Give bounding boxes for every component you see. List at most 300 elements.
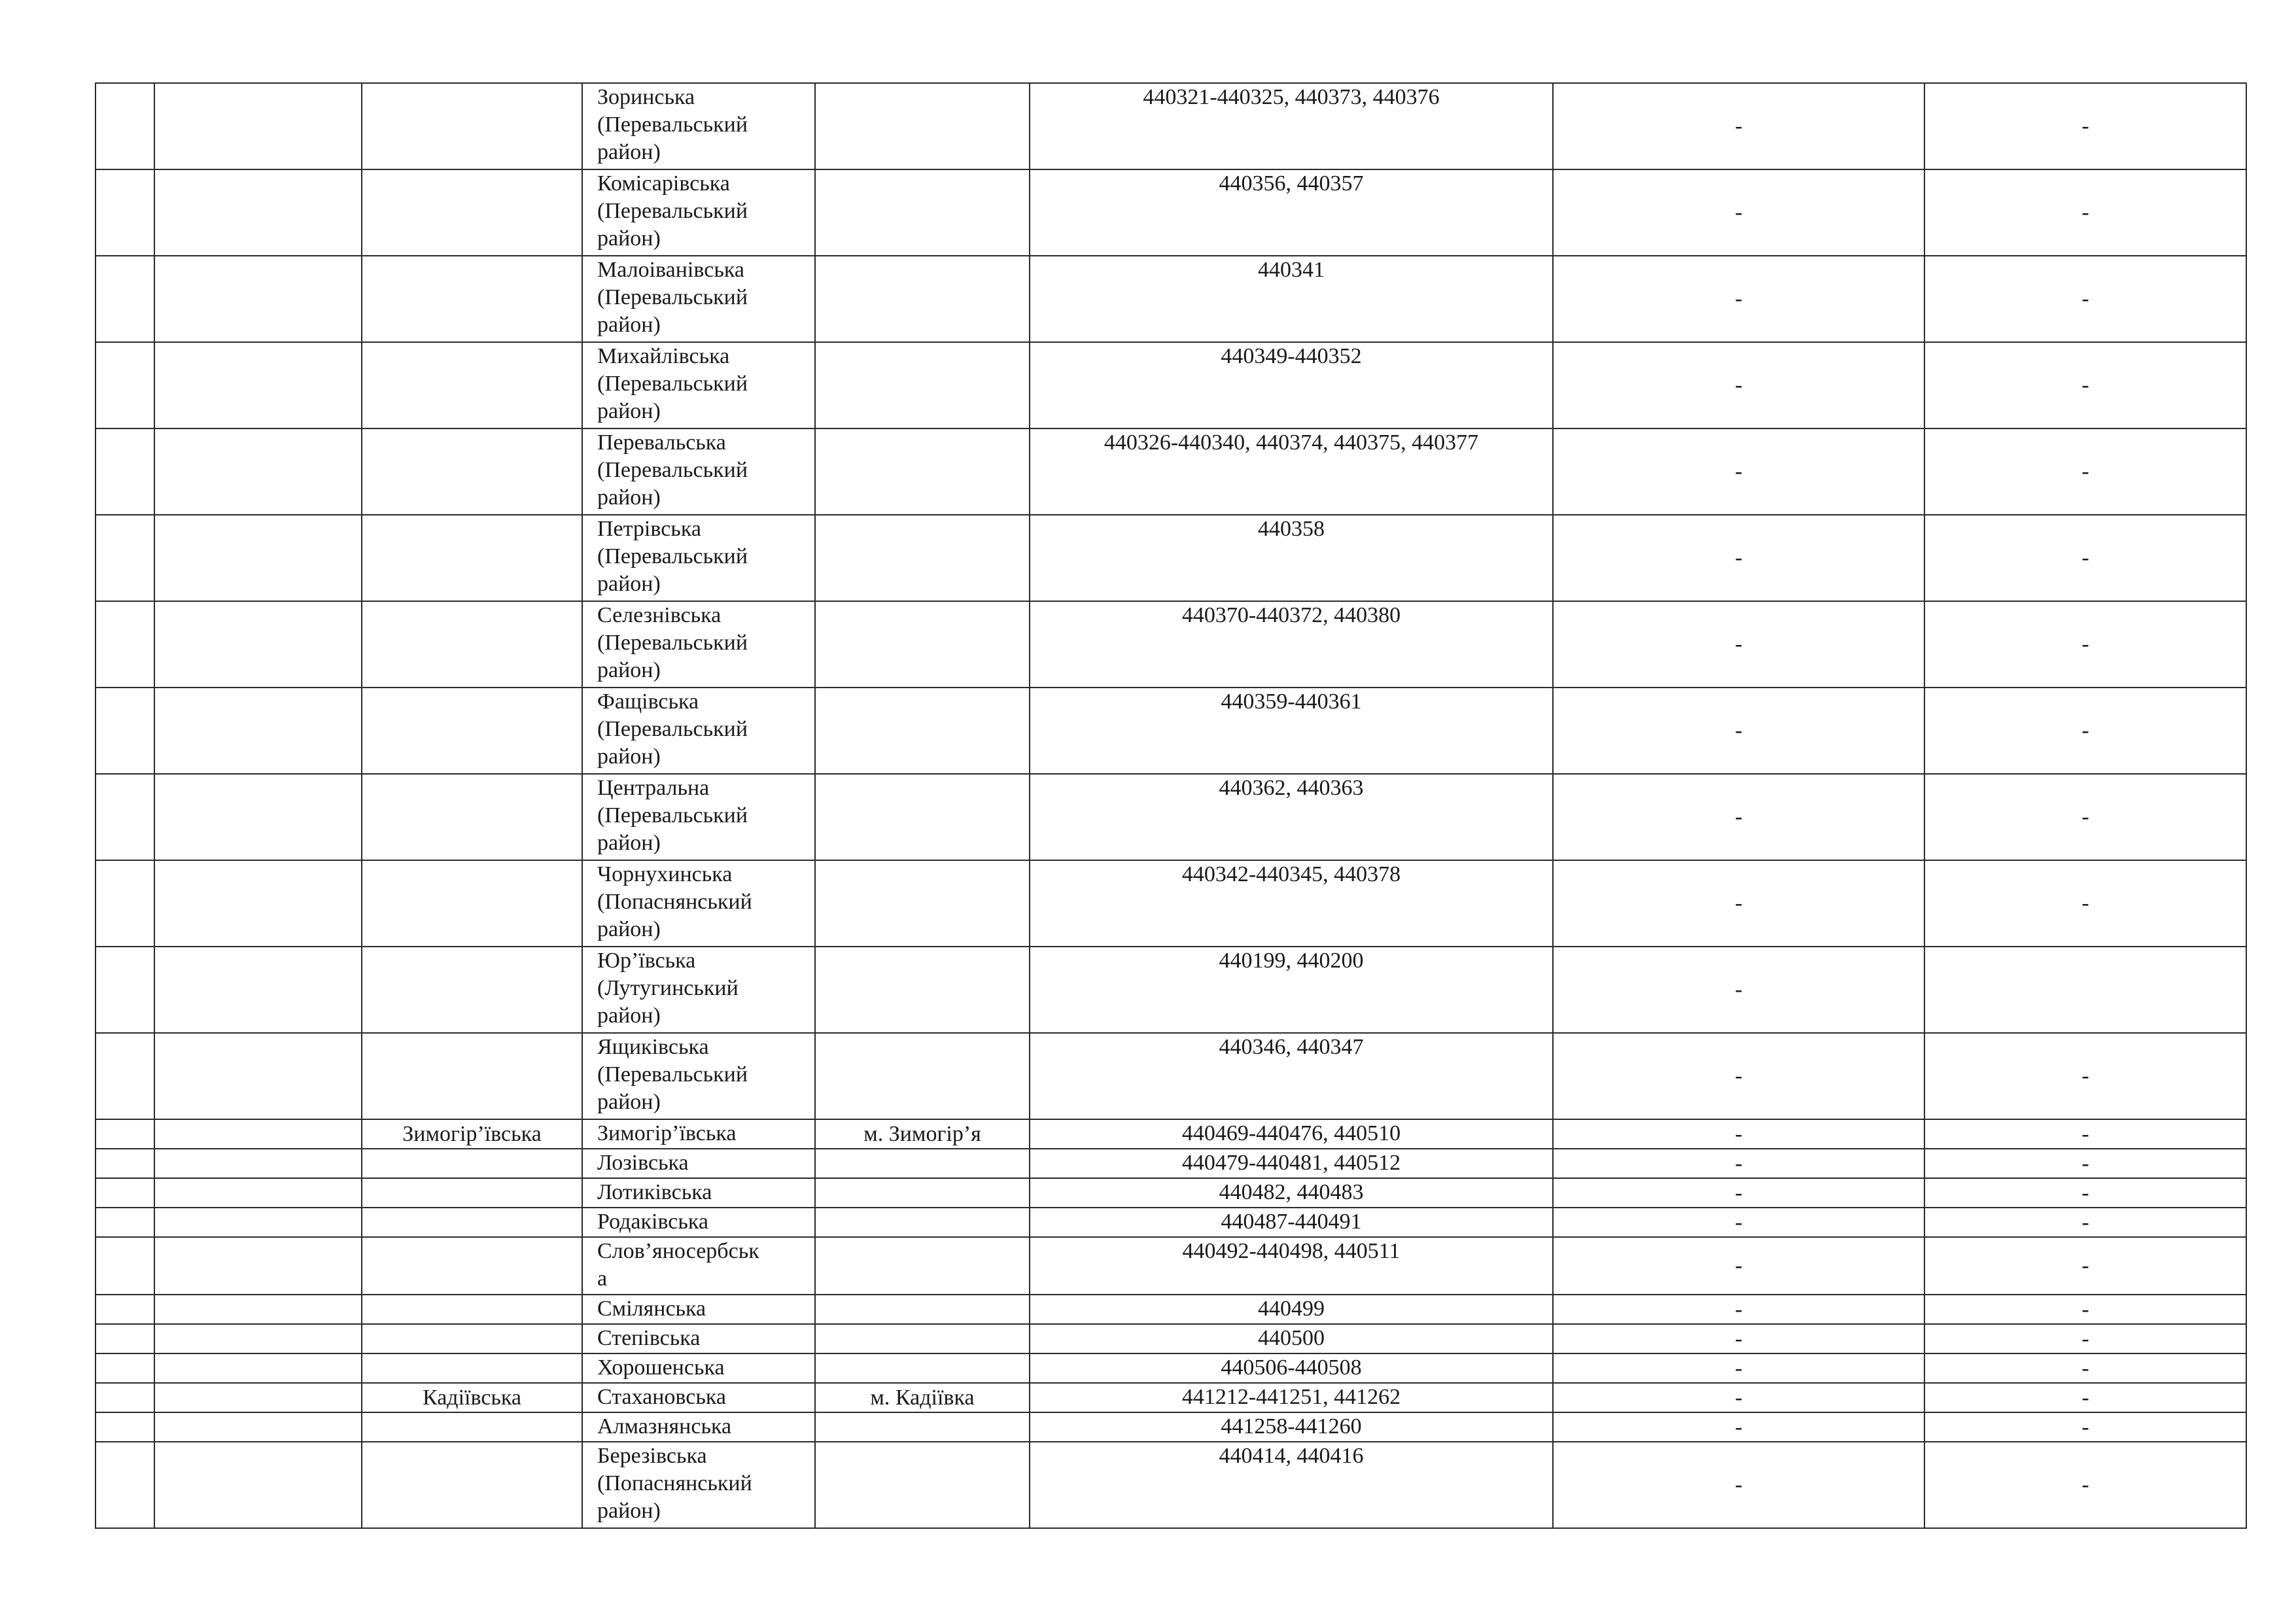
cell-council-text: Перевальська (Перевальський район) <box>597 430 748 510</box>
cell-column-a <box>1553 1208 1924 1237</box>
cell-council-text: Родаківська <box>597 1210 708 1234</box>
cell-koatuu-codes <box>1030 1442 1553 1528</box>
table-row <box>96 860 2246 947</box>
cell-council-text: Зоринська (Перевальський район) <box>597 85 748 164</box>
cell-koatuu-codes-text: 441258-441260 <box>1221 1414 1362 1439</box>
cell-koatuu-codes-text: 440349-440352 <box>1221 344 1362 368</box>
cell-district <box>154 1208 362 1237</box>
cell-number <box>96 860 154 947</box>
cell-koatuu-codes-text: 440356, 440357 <box>1219 171 1364 196</box>
table-row <box>96 1237 2246 1295</box>
table-row <box>96 1295 2246 1324</box>
cell-column-b-text: - <box>2081 459 2089 483</box>
cell-column-a-text: - <box>1735 891 1743 915</box>
cell-column-b-text: - <box>2081 200 2089 224</box>
cell-administrative-center <box>815 1119 1030 1149</box>
cell-column-a-text: - <box>1735 1355 1743 1380</box>
cell-koatuu-codes <box>1030 1412 1553 1442</box>
cell-koatuu-codes <box>1030 947 1553 1033</box>
cell-administrative-center <box>815 1149 1030 1178</box>
table-row <box>96 256 2246 342</box>
cell-column-a <box>1553 1412 1924 1442</box>
cell-koatuu-codes-text: 440199, 440200 <box>1219 949 1364 973</box>
cell-hromada <box>362 1119 582 1149</box>
cell-koatuu-codes-text: 440362, 440363 <box>1219 776 1364 800</box>
cell-council <box>582 83 815 169</box>
cell-koatuu-codes <box>1030 1383 1553 1412</box>
cell-hromada <box>362 1412 582 1442</box>
cell-council <box>582 860 815 947</box>
cell-column-a-text: - <box>1735 977 1743 1002</box>
cell-number <box>96 83 154 169</box>
cell-hromada <box>362 860 582 947</box>
cell-column-a-text: - <box>1735 1473 1743 1497</box>
cell-administrative-center <box>815 1324 1030 1353</box>
cell-hromada <box>362 342 582 428</box>
cell-district <box>154 1149 362 1178</box>
cell-hromada <box>362 83 582 169</box>
cell-administrative-center <box>815 1442 1030 1528</box>
cell-council-text: Петрівська (Перевальський район) <box>597 517 748 596</box>
cell-council-text: Лотиківська <box>597 1180 712 1204</box>
cell-council-text: Зимогір’ївська <box>597 1121 737 1145</box>
cell-administrative-center <box>815 947 1030 1033</box>
cell-hromada <box>362 1237 582 1295</box>
cell-column-a <box>1553 860 1924 947</box>
cell-column-a-text: - <box>1735 1297 1743 1321</box>
cell-hromada <box>362 601 582 688</box>
cell-column-a <box>1553 1119 1924 1149</box>
cell-number <box>96 1033 154 1119</box>
cell-column-b-text: - <box>2081 718 2089 742</box>
cell-number <box>96 947 154 1033</box>
cell-district <box>154 83 362 169</box>
cell-administrative-center <box>815 1237 1030 1295</box>
cell-column-a <box>1553 1442 1924 1528</box>
cell-koatuu-codes <box>1030 169 1553 256</box>
cell-koatuu-codes-text: 440469-440476, 440510 <box>1181 1121 1401 1145</box>
cell-number <box>96 169 154 256</box>
cell-administrative-center <box>815 688 1030 774</box>
cell-council <box>582 1178 815 1208</box>
cell-administrative-center <box>815 774 1030 860</box>
cell-district <box>154 947 362 1033</box>
cell-number <box>96 256 154 342</box>
cell-administrative-center <box>815 1178 1030 1208</box>
cell-column-a <box>1553 256 1924 342</box>
cell-council <box>582 342 815 428</box>
cell-district <box>154 1353 362 1383</box>
cell-column-b <box>1924 947 2246 1033</box>
cell-koatuu-codes <box>1030 256 1553 342</box>
cell-column-a <box>1553 515 1924 601</box>
cell-council-text: Слов’яносербськ а <box>597 1239 759 1291</box>
table-row <box>96 169 2246 256</box>
cell-koatuu-codes-text: 440342-440345, 440378 <box>1181 862 1401 886</box>
cell-column-a-text: - <box>1735 287 1743 311</box>
cell-koatuu-codes <box>1030 83 1553 169</box>
cell-council-text: Степівська <box>597 1326 701 1350</box>
cell-column-b <box>1924 1178 2246 1208</box>
cell-column-b <box>1924 688 2246 774</box>
cell-district <box>154 1033 362 1119</box>
cell-column-b <box>1924 1353 2246 1383</box>
cell-council <box>582 1033 815 1119</box>
cell-column-b <box>1924 342 2246 428</box>
cell-council <box>582 1412 815 1442</box>
cell-council <box>582 1149 815 1178</box>
cell-council-text: Центральна (Перевальський район) <box>597 776 748 855</box>
cell-hromada <box>362 947 582 1033</box>
cell-column-a-text: - <box>1735 114 1743 138</box>
cell-number <box>96 1237 154 1295</box>
table-row <box>96 428 2246 515</box>
cell-koatuu-codes-text: 440482, 440483 <box>1219 1180 1364 1204</box>
cell-hromada <box>362 1353 582 1383</box>
table-row <box>96 1324 2246 1353</box>
cell-column-b-text: - <box>2081 1355 2089 1380</box>
cell-administrative-center <box>815 601 1030 688</box>
cell-administrative-center <box>815 83 1030 169</box>
cell-column-a <box>1553 342 1924 428</box>
cell-column-a-text: - <box>1735 200 1743 224</box>
cell-column-b <box>1924 1119 2246 1149</box>
cell-koatuu-codes-text: 440492-440498, 440511 <box>1182 1239 1400 1263</box>
cell-administrative-center <box>815 1033 1030 1119</box>
cell-column-a-text: - <box>1735 1326 1743 1351</box>
cell-council-text: Березівська (Попаснянський район) <box>597 1444 752 1523</box>
cell-district <box>154 256 362 342</box>
cell-column-b-text: - <box>2081 114 2089 138</box>
cell-hromada <box>362 256 582 342</box>
cell-council <box>582 1295 815 1324</box>
table-row <box>96 1442 2246 1528</box>
cell-column-b-text: - <box>2081 1297 2089 1321</box>
cell-number <box>96 428 154 515</box>
cell-column-a-text: - <box>1735 1414 1743 1439</box>
cell-column-b <box>1924 1295 2246 1324</box>
cell-column-a-text: - <box>1735 1210 1743 1234</box>
cell-administrative-center-text: м. Кадіївка <box>870 1385 975 1410</box>
cell-column-a <box>1553 1149 1924 1178</box>
cell-hromada <box>362 688 582 774</box>
cell-hromada <box>362 1178 582 1208</box>
cell-district <box>154 1412 362 1442</box>
cell-koatuu-codes <box>1030 1119 1553 1149</box>
cell-column-a-text: - <box>1735 632 1743 656</box>
cell-hromada <box>362 428 582 515</box>
cell-column-b <box>1924 1033 2246 1119</box>
cell-column-b-text: - <box>2081 1253 2089 1278</box>
cell-column-a <box>1553 1033 1924 1119</box>
cell-council-text: Комісарівська (Перевальський район) <box>597 171 748 251</box>
table-row <box>96 342 2246 428</box>
cell-column-b <box>1924 428 2246 515</box>
cell-number <box>96 1208 154 1237</box>
cell-koatuu-codes-text: 440326-440340, 440374, 440375, 440377 <box>1104 430 1479 455</box>
cell-koatuu-codes-text: 440370-440372, 440380 <box>1181 603 1401 627</box>
cell-column-b <box>1924 1412 2246 1442</box>
cell-district <box>154 688 362 774</box>
cell-number <box>96 1324 154 1353</box>
cell-koatuu-codes <box>1030 342 1553 428</box>
cell-column-b-text: - <box>2081 1385 2089 1410</box>
cell-column-b-text: - <box>2081 1210 2089 1234</box>
cell-hromada <box>362 1324 582 1353</box>
table-row <box>96 515 2246 601</box>
cell-council <box>582 601 815 688</box>
cell-number <box>96 1119 154 1149</box>
cell-koatuu-codes <box>1030 688 1553 774</box>
cell-council <box>582 1353 815 1383</box>
cell-number <box>96 1412 154 1442</box>
cell-council <box>582 688 815 774</box>
table-row <box>96 1033 2246 1119</box>
cell-hromada <box>362 1208 582 1237</box>
cell-column-b <box>1924 774 2246 860</box>
cell-column-a <box>1553 83 1924 169</box>
cell-number <box>96 1353 154 1383</box>
cell-column-b <box>1924 1442 2246 1528</box>
cell-koatuu-codes <box>1030 428 1553 515</box>
table-row <box>96 688 2246 774</box>
cell-council-text: Чорнухинська (Попаснянський район) <box>597 862 752 941</box>
cell-koatuu-codes <box>1030 1237 1553 1295</box>
cell-council <box>582 947 815 1033</box>
cell-number <box>96 1383 154 1412</box>
cell-council-text: Стахановська <box>597 1385 726 1409</box>
cell-administrative-center <box>815 1295 1030 1324</box>
cell-column-b <box>1924 256 2246 342</box>
cell-column-a-text: - <box>1735 1385 1743 1410</box>
cell-column-b-text: - <box>2081 805 2089 829</box>
cell-number <box>96 515 154 601</box>
cell-koatuu-codes <box>1030 860 1553 947</box>
cell-council-text: Смілянська <box>597 1297 706 1321</box>
cell-number <box>96 1295 154 1324</box>
cell-district <box>154 169 362 256</box>
cell-administrative-center <box>815 428 1030 515</box>
cell-council <box>582 1237 815 1295</box>
cell-number <box>96 1442 154 1528</box>
cell-koatuu-codes <box>1030 1324 1553 1353</box>
cell-council <box>582 1208 815 1237</box>
cell-column-a <box>1553 1324 1924 1353</box>
cell-district <box>154 1178 362 1208</box>
cell-column-b-text: - <box>2081 1414 2089 1439</box>
cell-administrative-center <box>815 342 1030 428</box>
cell-koatuu-codes-text: 440479-440481, 440512 <box>1181 1151 1401 1175</box>
table-row <box>96 1178 2246 1208</box>
cell-council-text: Фащівська (Перевальський район) <box>597 689 748 769</box>
cell-council-text: Лозівська <box>597 1151 689 1175</box>
cell-column-a-text: - <box>1735 805 1743 829</box>
table-row <box>96 1353 2246 1383</box>
cell-koatuu-codes-text: 440500 <box>1258 1326 1325 1350</box>
cell-council <box>582 1383 815 1412</box>
cell-administrative-center <box>815 169 1030 256</box>
cell-column-a-text: - <box>1735 1151 1743 1176</box>
cell-column-b-text: - <box>2081 1151 2089 1176</box>
cell-koatuu-codes <box>1030 1295 1553 1324</box>
cell-hromada-text: Зимогір’ївська <box>402 1121 542 1146</box>
cell-district <box>154 774 362 860</box>
cell-koatuu-codes-text: 440358 <box>1258 517 1325 541</box>
cell-column-a-text: - <box>1735 1121 1743 1146</box>
cell-column-a-text: - <box>1735 1253 1743 1278</box>
cell-district <box>154 1442 362 1528</box>
cell-column-b-text: - <box>2081 1326 2089 1351</box>
cell-administrative-center <box>815 860 1030 947</box>
cell-hromada <box>362 1149 582 1178</box>
cell-council <box>582 256 815 342</box>
cell-council-text: Михайлівська (Перевальський район) <box>597 344 748 423</box>
cell-number <box>96 342 154 428</box>
settlements-table <box>95 82 2247 1529</box>
cell-administrative-center <box>815 515 1030 601</box>
cell-koatuu-codes-text: 440506-440508 <box>1221 1355 1362 1380</box>
cell-administrative-center-text: м. Зимогір’я <box>863 1121 981 1146</box>
cell-column-a-text: - <box>1735 718 1743 742</box>
cell-column-b-text: - <box>2081 1473 2089 1497</box>
cell-column-b <box>1924 1324 2246 1353</box>
cell-column-b <box>1924 1383 2246 1412</box>
cell-column-a <box>1553 1295 1924 1324</box>
cell-council <box>582 774 815 860</box>
cell-number <box>96 1178 154 1208</box>
table-row <box>96 1119 2246 1149</box>
cell-district <box>154 860 362 947</box>
cell-district <box>154 1324 362 1353</box>
cell-column-b <box>1924 83 2246 169</box>
cell-council <box>582 169 815 256</box>
cell-district <box>154 1237 362 1295</box>
cell-koatuu-codes-text: 441212-441251, 441262 <box>1181 1385 1401 1409</box>
cell-column-a-text: - <box>1735 1064 1743 1088</box>
cell-column-b <box>1924 1208 2246 1237</box>
cell-koatuu-codes <box>1030 1208 1553 1237</box>
cell-council <box>582 515 815 601</box>
cell-koatuu-codes-text: 440321-440325, 440373, 440376 <box>1143 85 1440 109</box>
cell-column-b-text: - <box>2081 287 2089 311</box>
cell-council-text: Хорошенська <box>597 1355 725 1380</box>
cell-district <box>154 1295 362 1324</box>
cell-column-b <box>1924 601 2246 688</box>
cell-koatuu-codes-text: 440487-440491 <box>1221 1210 1362 1234</box>
cell-hromada <box>362 1295 582 1324</box>
cell-administrative-center <box>815 1353 1030 1383</box>
cell-column-a <box>1553 1178 1924 1208</box>
cell-column-a <box>1553 774 1924 860</box>
cell-koatuu-codes <box>1030 1033 1553 1119</box>
cell-column-a <box>1553 601 1924 688</box>
cell-number <box>96 1149 154 1178</box>
cell-council-text: Юр’ївська (Лутугинський район) <box>597 949 739 1028</box>
cell-column-b <box>1924 169 2246 256</box>
cell-koatuu-codes <box>1030 601 1553 688</box>
table-row <box>96 1208 2246 1237</box>
cell-council-text: Селезнівська (Перевальський район) <box>597 603 748 682</box>
cell-koatuu-codes-text: 440346, 440347 <box>1219 1035 1364 1059</box>
cell-council-text: Малоіванівська (Перевальський район) <box>597 258 748 337</box>
cell-column-a <box>1553 428 1924 515</box>
cell-column-b-text: - <box>2081 1121 2089 1146</box>
cell-number <box>96 601 154 688</box>
cell-column-a <box>1553 1237 1924 1295</box>
cell-number <box>96 774 154 860</box>
cell-koatuu-codes-text: 440414, 440416 <box>1219 1444 1364 1468</box>
cell-district <box>154 1119 362 1149</box>
cell-council <box>582 428 815 515</box>
cell-column-b-text: - <box>2081 373 2089 397</box>
cell-hromada <box>362 169 582 256</box>
cell-column-a <box>1553 947 1924 1033</box>
table-row <box>96 1412 2246 1442</box>
cell-council-text: Алмазнянська <box>597 1414 732 1439</box>
cell-column-b <box>1924 1237 2246 1295</box>
cell-koatuu-codes <box>1030 1353 1553 1383</box>
cell-number <box>96 688 154 774</box>
table-row <box>96 774 2246 860</box>
table-row <box>96 83 2246 169</box>
table-row <box>96 947 2246 1033</box>
cell-column-b-text: - <box>2081 632 2089 656</box>
cell-hromada <box>362 1383 582 1412</box>
table-body <box>96 83 2246 1528</box>
cell-koatuu-codes-text: 440499 <box>1258 1297 1325 1321</box>
cell-column-a <box>1553 169 1924 256</box>
cell-koatuu-codes <box>1030 515 1553 601</box>
cell-column-b <box>1924 515 2246 601</box>
cell-column-a <box>1553 1353 1924 1383</box>
cell-column-b-text: - <box>2081 1064 2089 1088</box>
table-row <box>96 1149 2246 1178</box>
cell-column-a-text: - <box>1735 546 1743 570</box>
cell-administrative-center <box>815 256 1030 342</box>
cell-column-b <box>1924 1149 2246 1178</box>
cell-administrative-center <box>815 1208 1030 1237</box>
cell-council <box>582 1442 815 1528</box>
cell-column-b <box>1924 860 2246 947</box>
cell-district <box>154 342 362 428</box>
cell-district <box>154 1383 362 1412</box>
table-row <box>96 1383 2246 1412</box>
cell-hromada <box>362 1442 582 1528</box>
cell-column-a <box>1553 688 1924 774</box>
cell-column-a-text: - <box>1735 373 1743 397</box>
cell-council-text: Ящиківська (Перевальський район) <box>597 1035 748 1114</box>
cell-administrative-center <box>815 1383 1030 1412</box>
cell-hromada <box>362 1033 582 1119</box>
cell-district <box>154 601 362 688</box>
cell-administrative-center <box>815 1412 1030 1442</box>
cell-column-b-text: - <box>2081 1180 2089 1205</box>
cell-koatuu-codes <box>1030 774 1553 860</box>
cell-council <box>582 1324 815 1353</box>
cell-column-b-text: - <box>2081 546 2089 570</box>
cell-column-a <box>1553 1383 1924 1412</box>
cell-column-a-text: - <box>1735 1180 1743 1205</box>
cell-council <box>582 1119 815 1149</box>
cell-column-b-text: - <box>2081 891 2089 915</box>
table-row <box>96 601 2246 688</box>
cell-district <box>154 428 362 515</box>
cell-hromada <box>362 515 582 601</box>
cell-district <box>154 515 362 601</box>
cell-koatuu-codes-text: 440359-440361 <box>1221 689 1362 714</box>
cell-hromada-text: Кадіївська <box>422 1385 522 1410</box>
cell-column-a-text: - <box>1735 459 1743 483</box>
